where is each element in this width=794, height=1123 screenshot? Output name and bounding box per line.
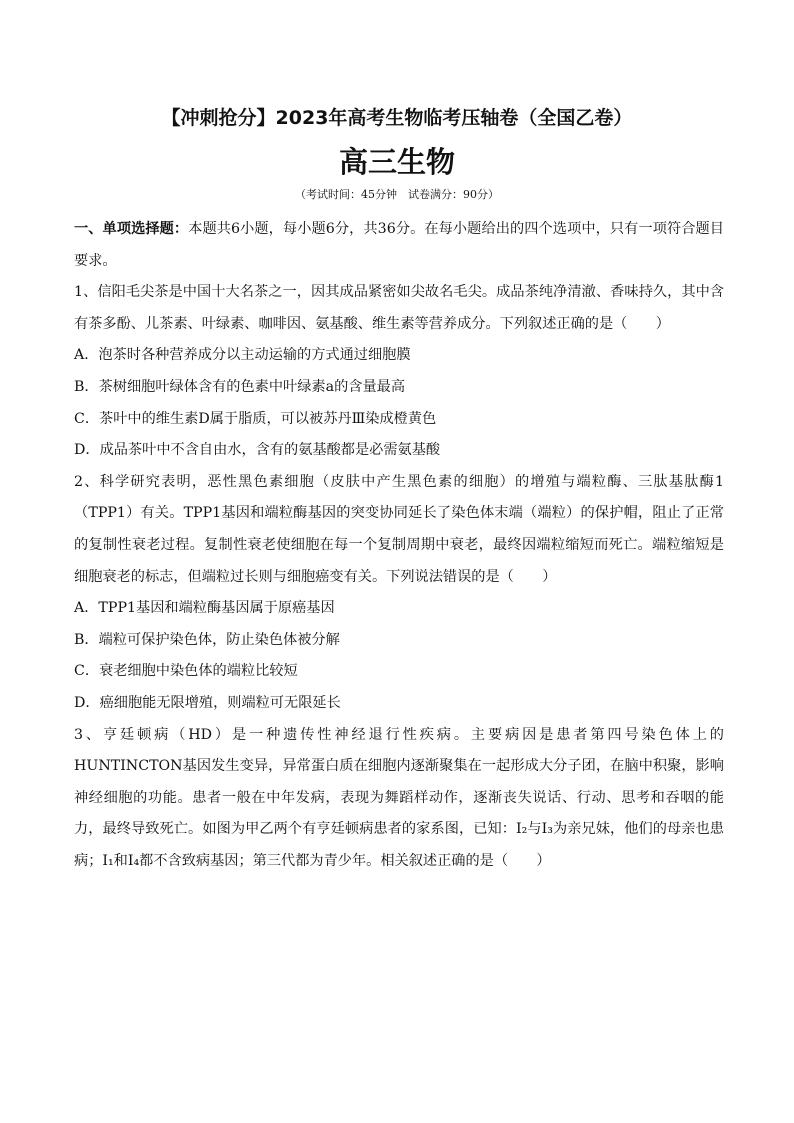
- question-2-option-b: B．端粒可保护染色体，防止染色体被分解: [74, 631, 340, 648]
- question-2-stem: 2、科学研究表明，恶性黑色素细胞（皮肤中产生黑色素的细胞）的增殖与端粒酶、三肽基肽酶1（TPP1）有关。TPP1基因和端粒酶基因的突变协同延长了染色体末端（端粒）的保护帽，阻止了正常的复制性衰老过程。复制性衰老使细胞在每一个复制周期中衰老，最终因端粒缩短而死亡。端粒缩短是细胞衰老的标志，但端粒过长则与细胞癌变有关。下列说法错误的是（ ）: [74, 473, 724, 585]
- question-1-option-c: C．茶叶中的维生素D属于脂质，可以被苏丹Ⅲ染成橙黄色: [74, 410, 437, 427]
- exam-body: [74, 214, 724, 877]
- section-text: 本题共6小题，每小题6分，共36分。在每小题给出的四个选项中，只有一项符合题目要求。: [74, 221, 724, 269]
- question-2-option-c: C．衰老细胞中染色体的端粒比较短: [74, 663, 298, 680]
- exam-subject: 高三生物: [338, 145, 455, 179]
- exam-time-score: （考试时间：45分钟 试卷满分：90分）: [295, 188, 499, 201]
- question-1-option-d: D．成品茶叶中不含自由水，含有的氨基酸都是必需氨基酸: [74, 442, 441, 459]
- question-3-stem: 3、亨廷顿病（HD）是一种遗传性神经退行性疾病。主要病因是患者第四号染色体上的HUNTINCTON基因发生变异，异常蛋白质在细胞内逐渐聚集在一起形成大分子团，在脑中积聚，影响神经细胞的功能。患者一般在中年发病，表现为舞蹈样动作，逐渐丧失说话、行动、思考和吞咽的能力，最终导致死亡。如图为甲乙两个有亨廷顿病患者的家系图，已知：I₂与I₃为亲兄妹，他们的母亲也患病；I₁和I₄都不含致病基因；第三代都为青少年。相关叙述正确的是（ ）: [74, 726, 724, 869]
- question-1-option-b: B．茶树细胞叶绿体含有的色素中叶绿素a的含量最高: [74, 378, 406, 395]
- question-1-option-a: A．泡茶时各种营养成分以主动运输的方式通过细胞膜: [74, 347, 411, 364]
- question-2-option-a: A．TPP1基因和端粒酶基因属于原癌基因: [74, 600, 335, 617]
- exam-title: 【冲刺抢分】2023年高考生物临考压轴卷（全国乙卷）: [161, 107, 633, 129]
- question-1-stem: 1、信阳毛尖茶是中国十大名茶之一，因其成品紧密如尖故名毛尖。成品茶纯净清澈、香味持久，其中含有茶多酚、儿茶素、叶绿素、咖啡因、氨基酸、维生素等营养成分。下列叙述正确的是（ ）: [74, 284, 724, 332]
- question-2-option-d: D．癌细胞能无限增殖，则端粒可无限延长: [74, 694, 341, 711]
- section-instructions: [74, 214, 724, 277]
- section-lead: 一、单项选择题：: [74, 221, 189, 237]
